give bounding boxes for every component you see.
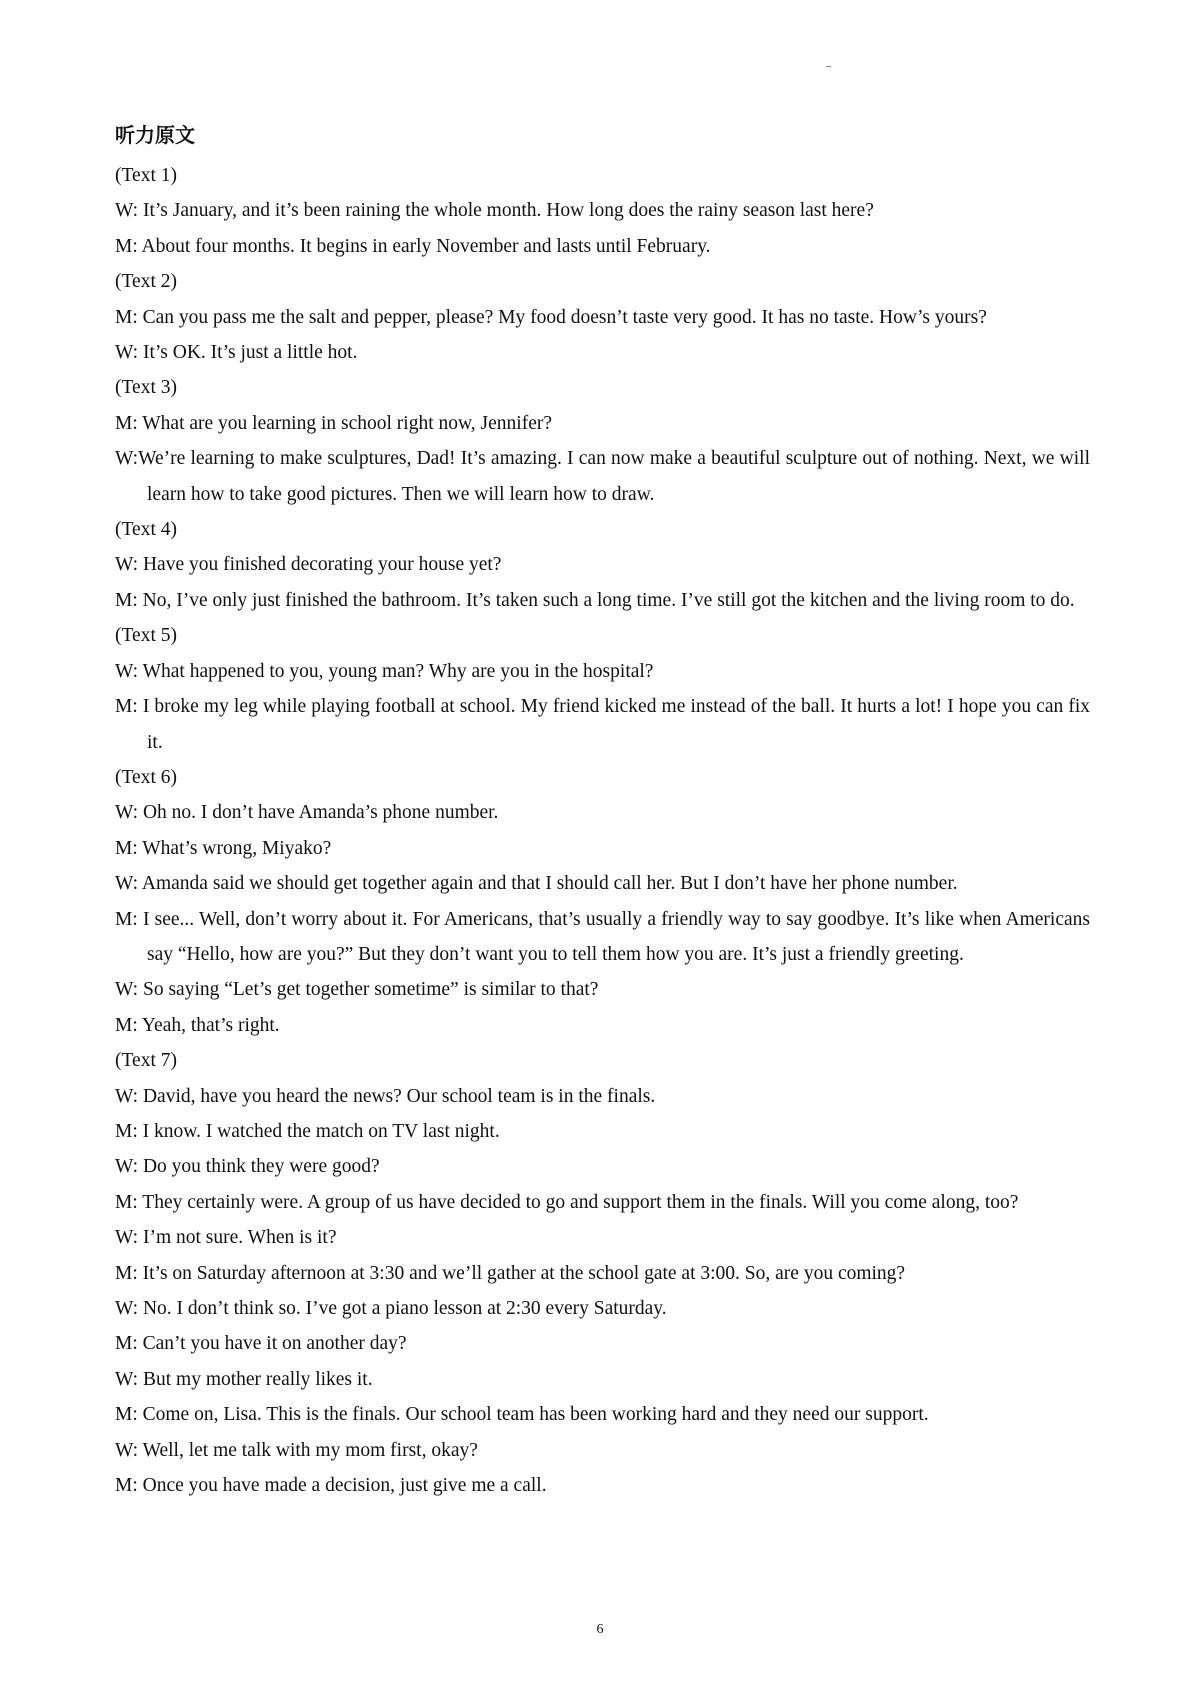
dialogue-line: M: Can you pass me the salt and pepper, please? My food doesn’t taste very good. It has no taste. How’s yours? — [115, 306, 987, 328]
text-block — [115, 264, 1090, 370]
dialogue-line: W: Amanda said we should get together again and that I should call her. But I don’t have her phone number. — [115, 873, 958, 895]
text-block — [115, 370, 1090, 512]
transcript-body — [115, 158, 1090, 1503]
text-label: (Text 3) — [115, 377, 177, 399]
dialogue-line: W: Do you think they were good? — [115, 1156, 380, 1178]
dialogue-line: M: They certainly were. A group of us have decided to go and support them in the finals. Will you come along, too? — [115, 1191, 1019, 1213]
dialogue-line: W: No. I don’t think so. I’ve got a piano lesson at 2:30 every Saturday. — [115, 1298, 667, 1319]
dialogue-line: W: It’s January, and it’s been raining the whole month. How long does the rainy season last here? — [115, 200, 874, 222]
text-label: (Text 7) — [115, 1050, 177, 1072]
dialogue-line: M: It’s on Saturday afternoon at 3:30 and we’ll gather at the school gate at 3:00. So, are you coming? — [115, 1262, 906, 1284]
page-number: 6 — [596, 1622, 604, 1637]
dialogue-line: W:We’re learning to make sculptures, Dad! It’s amazing. I can now make a beautiful sculpture out of nothing. Next, we will learn how to take good pictures. Then we will learn how to draw. — [115, 448, 1090, 505]
dialogue-line: M: I see... Well, don’t worry about it. For Americans, that’s usually a friendly way to say goodbye. It’s like when Americans say “Hello, how are you?” But they don’t want you to tell them how you are. It’s just a friendly greeting. — [115, 908, 1090, 965]
dialogue-line: W: It’s OK. It’s just a little hot. — [115, 342, 358, 364]
text-block — [115, 512, 1090, 618]
dialogue-line: M: What are you learning in school right now, Jennifer? — [115, 412, 553, 434]
top-mark — [826, 66, 831, 67]
text-block — [115, 1043, 1090, 1503]
dialogue-line: M: Come on, Lisa. This is the finals. Our school team has been working hard and they need our support. — [115, 1404, 929, 1426]
text-label: (Text 5) — [115, 625, 177, 647]
dialogue-line: W: David, have you heard the news? Our school team is in the finals. — [115, 1085, 656, 1107]
dialogue-line: M: I know. I watched the match on TV last night. — [115, 1120, 500, 1142]
dialogue-line: M: No, I’ve only just finished the bathroom. It’s taken such a long time. I’ve still got the kitchen and the living room to do. — [115, 589, 1075, 611]
dialogue-line: M: I broke my leg while playing football at school. My friend kicked me instead of the ball. It hurts a lot! I hope you can fix it. — [115, 696, 1090, 753]
dialogue-line: M: Once you have made a decision, just give me a call. — [115, 1475, 547, 1497]
text-label: (Text 6) — [115, 766, 177, 788]
text-block — [115, 158, 1090, 264]
text-block — [115, 760, 1090, 1043]
dialogue-line: W: Well, let me talk with my mom first, okay? — [115, 1439, 478, 1461]
text-label: (Text 4) — [115, 519, 177, 541]
dialogue-line: W: Have you finished decorating your house yet? — [115, 554, 502, 576]
dialogue-line: M: Can’t you have it on another day? — [115, 1333, 407, 1355]
dialogue-line: M: About four months. It begins in early November and lasts until February. — [115, 235, 711, 257]
page-title: 听力原文 — [115, 123, 195, 147]
text-label: (Text 2) — [115, 271, 177, 293]
dialogue-line: W: Oh no. I don’t have Amanda’s phone number. — [115, 802, 499, 824]
text-label: (Text 1) — [115, 165, 177, 186]
dialogue-line: W: So saying “Let’s get together sometime” is similar to that? — [115, 979, 599, 1001]
dialogue-line: W: What happened to you, young man? Why are you in the hospital? — [115, 660, 654, 682]
dialogue-line: W: But my mother really likes it. — [115, 1368, 373, 1390]
transcript — [115, 112, 1090, 1503]
dialogue-line: M: Yeah, that’s right. — [115, 1014, 280, 1036]
dialogue-line: W: I’m not sure. When is it? — [115, 1227, 337, 1249]
dialogue-line: M: What’s wrong, Miyako? — [115, 837, 332, 859]
text-block — [115, 618, 1090, 760]
